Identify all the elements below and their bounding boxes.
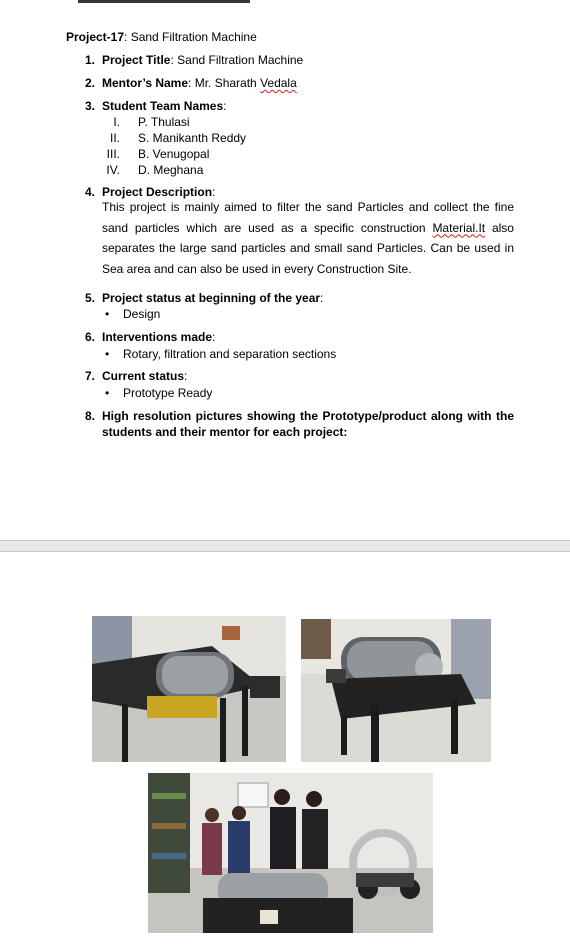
student-numeral: III. — [106, 147, 120, 161]
page-break-gap — [0, 540, 570, 552]
previous-page-photo-edge — [78, 0, 250, 3]
student-numeral: IV. — [106, 163, 120, 177]
item-number: 8. — [84, 409, 95, 423]
item-number: 4. — [84, 185, 95, 199]
item-number: 2. — [84, 76, 95, 90]
student-numeral: I. — [113, 115, 120, 129]
student-team-heading: Student Team Names: — [102, 99, 227, 113]
pictures-heading-line2: students and their mentor for each project: — [102, 425, 348, 439]
current-status-bullet: Prototype Ready — [123, 386, 213, 400]
team-photo — [148, 773, 433, 933]
student-name: S. Manikanth Reddy — [138, 131, 247, 145]
item-number: 1. — [84, 53, 95, 67]
project-description: This project is mainly aimed to filter the sand Particles and collect the fine sand particles which are used as a specific construction Material.It also separates the large sand particles and small sand Particles. Can be used in Sea area and can also be used in every Construction Site. — [102, 200, 514, 276]
project-title-line: Project Title: Sand Filtration Machine — [102, 53, 304, 67]
bullet-point: • — [105, 386, 110, 400]
student-name: B. Venugopal — [138, 147, 210, 161]
item-number: 5. — [84, 291, 95, 305]
student-name: P. Thulasi — [138, 115, 190, 129]
current-status-heading: Current status: — [102, 369, 188, 383]
status-bullet: Design — [123, 307, 161, 321]
item-number: 6. — [84, 330, 95, 344]
status-heading: Project status at beginning of the year: — [102, 291, 324, 305]
interventions-heading: Interventions made: — [102, 330, 216, 344]
student-numeral: II. — [109, 131, 120, 145]
machine-photo-left — [92, 616, 286, 762]
bullet-point: • — [105, 307, 110, 321]
item-number: 7. — [84, 369, 95, 383]
description-heading: Project Description: — [102, 185, 216, 199]
document-page-2 — [0, 552, 570, 947]
bullet-point: • — [105, 347, 110, 361]
item-number: 3. — [84, 99, 95, 113]
mentor-line: Mentor’s Name: Mr. Sharath Vedala — [102, 76, 297, 90]
machine-photo-right — [301, 619, 491, 762]
intervention-bullet: Rotary, filtration and separation sections — [123, 347, 337, 361]
student-name: D. Meghana — [138, 163, 204, 177]
project-heading: Project-17: Sand Filtration Machine — [66, 30, 257, 44]
pictures-heading-line1: High resolution pictures showing the Prototype/product along with the — [102, 409, 514, 423]
